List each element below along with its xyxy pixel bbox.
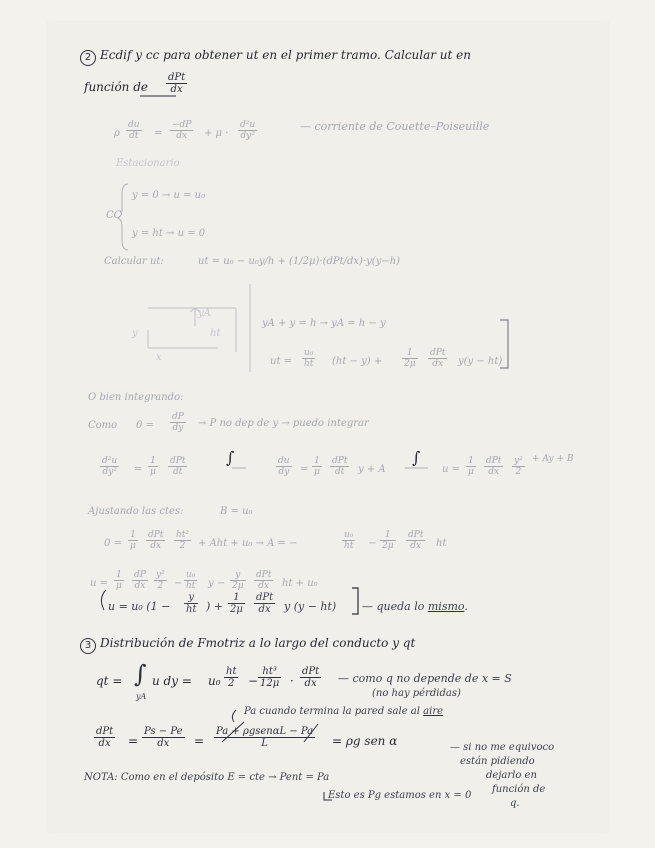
calcular-label: Calcular ut: bbox=[104, 256, 164, 267]
ode-note-couette: — corriente de Couette–Poiseuille bbox=[300, 120, 490, 133]
dp-frac-ps-pe: $\frac{Ps - Pe}{dx}$ bbox=[144, 726, 183, 749]
dp-equals-2: = bbox=[194, 734, 205, 748]
cc-label: CC bbox=[106, 210, 122, 221]
final-note: — queda lo mismo. bbox=[362, 600, 468, 613]
int2-equals: = bbox=[300, 464, 309, 475]
int1-frac-1-mu: $\frac{1}{\mu}$ bbox=[150, 456, 156, 477]
integral-sign-1: ∫ bbox=[226, 448, 235, 467]
ode-viscous-term: $\frac{\text{d²u}}{\text{dy²}}$ bbox=[240, 120, 256, 141]
int2-tail: y + A bbox=[358, 464, 386, 475]
u-frac-y-2mu: $\frac{y}{2\mu}$ bbox=[232, 570, 244, 591]
result-frac-dpt-dx: dPt dx bbox=[430, 348, 446, 369]
pa-note-aire: aire bbox=[423, 706, 444, 717]
int2-frac-1-mu: $\frac{1}{\mu}$ bbox=[314, 456, 320, 477]
diagram-label-ht: ht bbox=[210, 328, 221, 339]
u-frac-dp-dx: $\frac{dP}{dx}$ bbox=[134, 570, 146, 591]
qt-frac-dpt-dx: dPt dx bbox=[302, 666, 320, 689]
side-note-3: dejarlo en bbox=[486, 770, 537, 781]
u-minus-2: y − bbox=[208, 578, 226, 589]
aj-frac-1-2mu: $\frac{1}{2\mu}$ bbox=[382, 530, 394, 551]
dp-result: = ρg sen α bbox=[332, 734, 398, 748]
qt-frac-ht-2: $\frac{ht}{2}$ bbox=[226, 666, 237, 689]
aj-frac-dpt-dx: dPt dx bbox=[148, 530, 164, 551]
aj-tail: ht bbox=[436, 538, 447, 549]
result-lhs: ut = bbox=[270, 356, 293, 367]
final-lhs: u = u₀ (1 − bbox=[108, 600, 171, 613]
qt-note-line-2: (no hay pérdidas) bbox=[372, 688, 461, 699]
fraction-numerator: dPt bbox=[168, 72, 186, 83]
aj-lhs: 0 = bbox=[104, 538, 122, 549]
calcular-expression: ut = u₀ − u₀y/h + (1/2μ)·(dPt/dx)·y(y−h) bbox=[198, 256, 401, 267]
notebook-page bbox=[48, 22, 608, 832]
final-frac-dpt-dx: dPt dx bbox=[256, 592, 274, 615]
como-note: → P no dep de y → puedo integrar bbox=[198, 418, 369, 429]
estacionario-label: Estacionario bbox=[116, 158, 180, 169]
section-number-badge: 2 bbox=[80, 50, 96, 66]
section-2-title-line-1: Ecdif y cc para obtener ut en el primer tramo. Calcular ut en bbox=[100, 48, 472, 62]
result-middle: (ht − y) + bbox=[332, 356, 383, 367]
u-frac-1-mu: $\frac{1}{\mu}$ bbox=[116, 570, 122, 591]
ode-equals: = bbox=[154, 128, 163, 139]
side-note-5: q. bbox=[510, 798, 520, 809]
dp-equals-1: = bbox=[128, 734, 139, 748]
qt-minus: − bbox=[248, 674, 259, 688]
pa-note: Pa cuando termina la pared sale al aire bbox=[244, 706, 444, 717]
int3-tail: + Ay + B bbox=[532, 454, 574, 464]
int3-frac-1-mu: $\frac{1}{\mu}$ bbox=[468, 456, 474, 477]
diagram-label-ya: yA bbox=[198, 308, 211, 319]
aj-frac-1-mu: $\frac{1}{\mu}$ bbox=[130, 530, 136, 551]
u-lhs: u = bbox=[90, 578, 108, 589]
diagram-label-y: y bbox=[132, 328, 138, 339]
integral-sign-2: ∫ bbox=[412, 448, 421, 467]
ode-du-dt: $\frac{du}{dt}$ bbox=[128, 120, 140, 141]
final-note-mismo: mismo bbox=[427, 600, 465, 613]
section-3-title: Distribución de Fmotriz a lo largo del conducto y qt bbox=[100, 636, 416, 650]
int1-equals: = bbox=[134, 464, 143, 475]
qt-body: u dy = bbox=[152, 674, 192, 688]
dp-frac-dpt-dx: dPt dx bbox=[96, 726, 114, 749]
side-note-2: están pidiendo bbox=[460, 756, 535, 767]
ode-lhs-rho: ρ bbox=[114, 128, 120, 139]
como-lhs: 0 = bbox=[136, 420, 154, 431]
ode-pressure-term: $\frac{-dP}{dx}$ bbox=[172, 120, 192, 141]
result-tail: y(y − ht) bbox=[458, 356, 503, 367]
como-label: Como bbox=[88, 420, 118, 431]
qt-u0: u₀ bbox=[208, 674, 221, 688]
qt-note-line-1: — como q no depende de x = S bbox=[338, 672, 512, 685]
boundary-condition-2: y = ht → u = 0 bbox=[132, 228, 206, 239]
qt-integral-sign: ∫ bbox=[134, 660, 147, 688]
result-frac-u0-ht: $\frac{\text{u₀}}{ht}$ bbox=[304, 348, 314, 369]
diagram-label-x: x bbox=[156, 352, 162, 363]
aj-middle: + Aht + u₀ → A = − bbox=[198, 538, 298, 549]
int2-du-dy: $\frac{du}{dy}$ bbox=[278, 456, 290, 477]
u-frac-y2-2: $\frac{\text{y²}}{2}$ bbox=[156, 570, 165, 591]
u-minus-1: − bbox=[174, 578, 183, 589]
int1-d2u-dy2: $\frac{\text{d²u}}{\text{dy²}}$ bbox=[102, 456, 118, 477]
fraction-denominator: dx bbox=[170, 84, 183, 95]
u-frac-dpt-dx: dPt dx bbox=[256, 570, 272, 591]
int3-lhs: u = bbox=[442, 464, 460, 475]
int3-frac-dpt-dx: dPt dx bbox=[486, 456, 502, 477]
u-frac-u0-ht: $\frac{\text{u₀}}{ht}$ bbox=[186, 570, 196, 591]
ode-plus-mu: + μ · bbox=[204, 128, 229, 139]
result-frac-1-2mu: $\frac{1}{2\mu}$ bbox=[404, 348, 416, 369]
int3-frac-y2-2: $\frac{\text{y²}}{2}$ bbox=[514, 456, 523, 477]
nota-line: NOTA: Como en el depósito E = cte → Pent = Pa bbox=[84, 772, 330, 783]
aj-frac-ht2-2: $\frac{\text{ht²}}{2}$ bbox=[176, 530, 190, 551]
ajustando-label: Ajustando las ctes: bbox=[88, 506, 184, 517]
como-dp-dy: $\frac{dP}{dy}$ bbox=[172, 412, 184, 433]
final-frac-1-2mu: $\frac{1}{2\mu}$ bbox=[230, 592, 243, 615]
qt-lhs: qt = bbox=[96, 674, 123, 688]
qt-lower-limit: yA bbox=[136, 692, 147, 701]
title-fraction bbox=[166, 72, 187, 95]
qt-frac-ht3-12mu: $\frac{\text{ht³}}{12\mu}$ bbox=[260, 666, 280, 689]
final-tail: y (y − ht) bbox=[284, 600, 337, 613]
side-note-4: función de bbox=[492, 784, 546, 795]
u-tail: ht + u₀ bbox=[282, 578, 318, 589]
nota-line-2: Esto es Pg estamos en x = 0 bbox=[328, 790, 472, 801]
final-frac-y-ht: $\frac{y}{ht}$ bbox=[186, 592, 197, 615]
section-number-badge-3: 3 bbox=[80, 638, 96, 654]
obien-integrando: O bien integrando: bbox=[88, 392, 184, 403]
aj-minus: − bbox=[368, 538, 377, 549]
ajustando-b: B = u₀ bbox=[220, 506, 253, 517]
final-middle: ) + bbox=[206, 600, 224, 613]
boundary-condition-1: y = 0 → u = u₀ bbox=[132, 190, 206, 201]
dp-frac-pa-pgsen: Pa + ρgsenαL − Pa L bbox=[216, 726, 314, 749]
qt-dot: · bbox=[290, 674, 294, 688]
section-2-title-line-2: función de bbox=[84, 80, 149, 94]
aj-frac-dpt-dx-2: dPt dx bbox=[408, 530, 424, 551]
change-of-variable: yA + y = h → yA = h − y bbox=[262, 318, 386, 329]
int2-frac-dpt-dt: dPt dt bbox=[332, 456, 348, 477]
aj-frac-u0-ht: $\frac{\text{u₀}}{ht}$ bbox=[344, 530, 354, 551]
side-note-1: — si no me equivoco bbox=[450, 742, 555, 753]
int1-frac-dpt-dt: dPt dt bbox=[170, 456, 186, 477]
